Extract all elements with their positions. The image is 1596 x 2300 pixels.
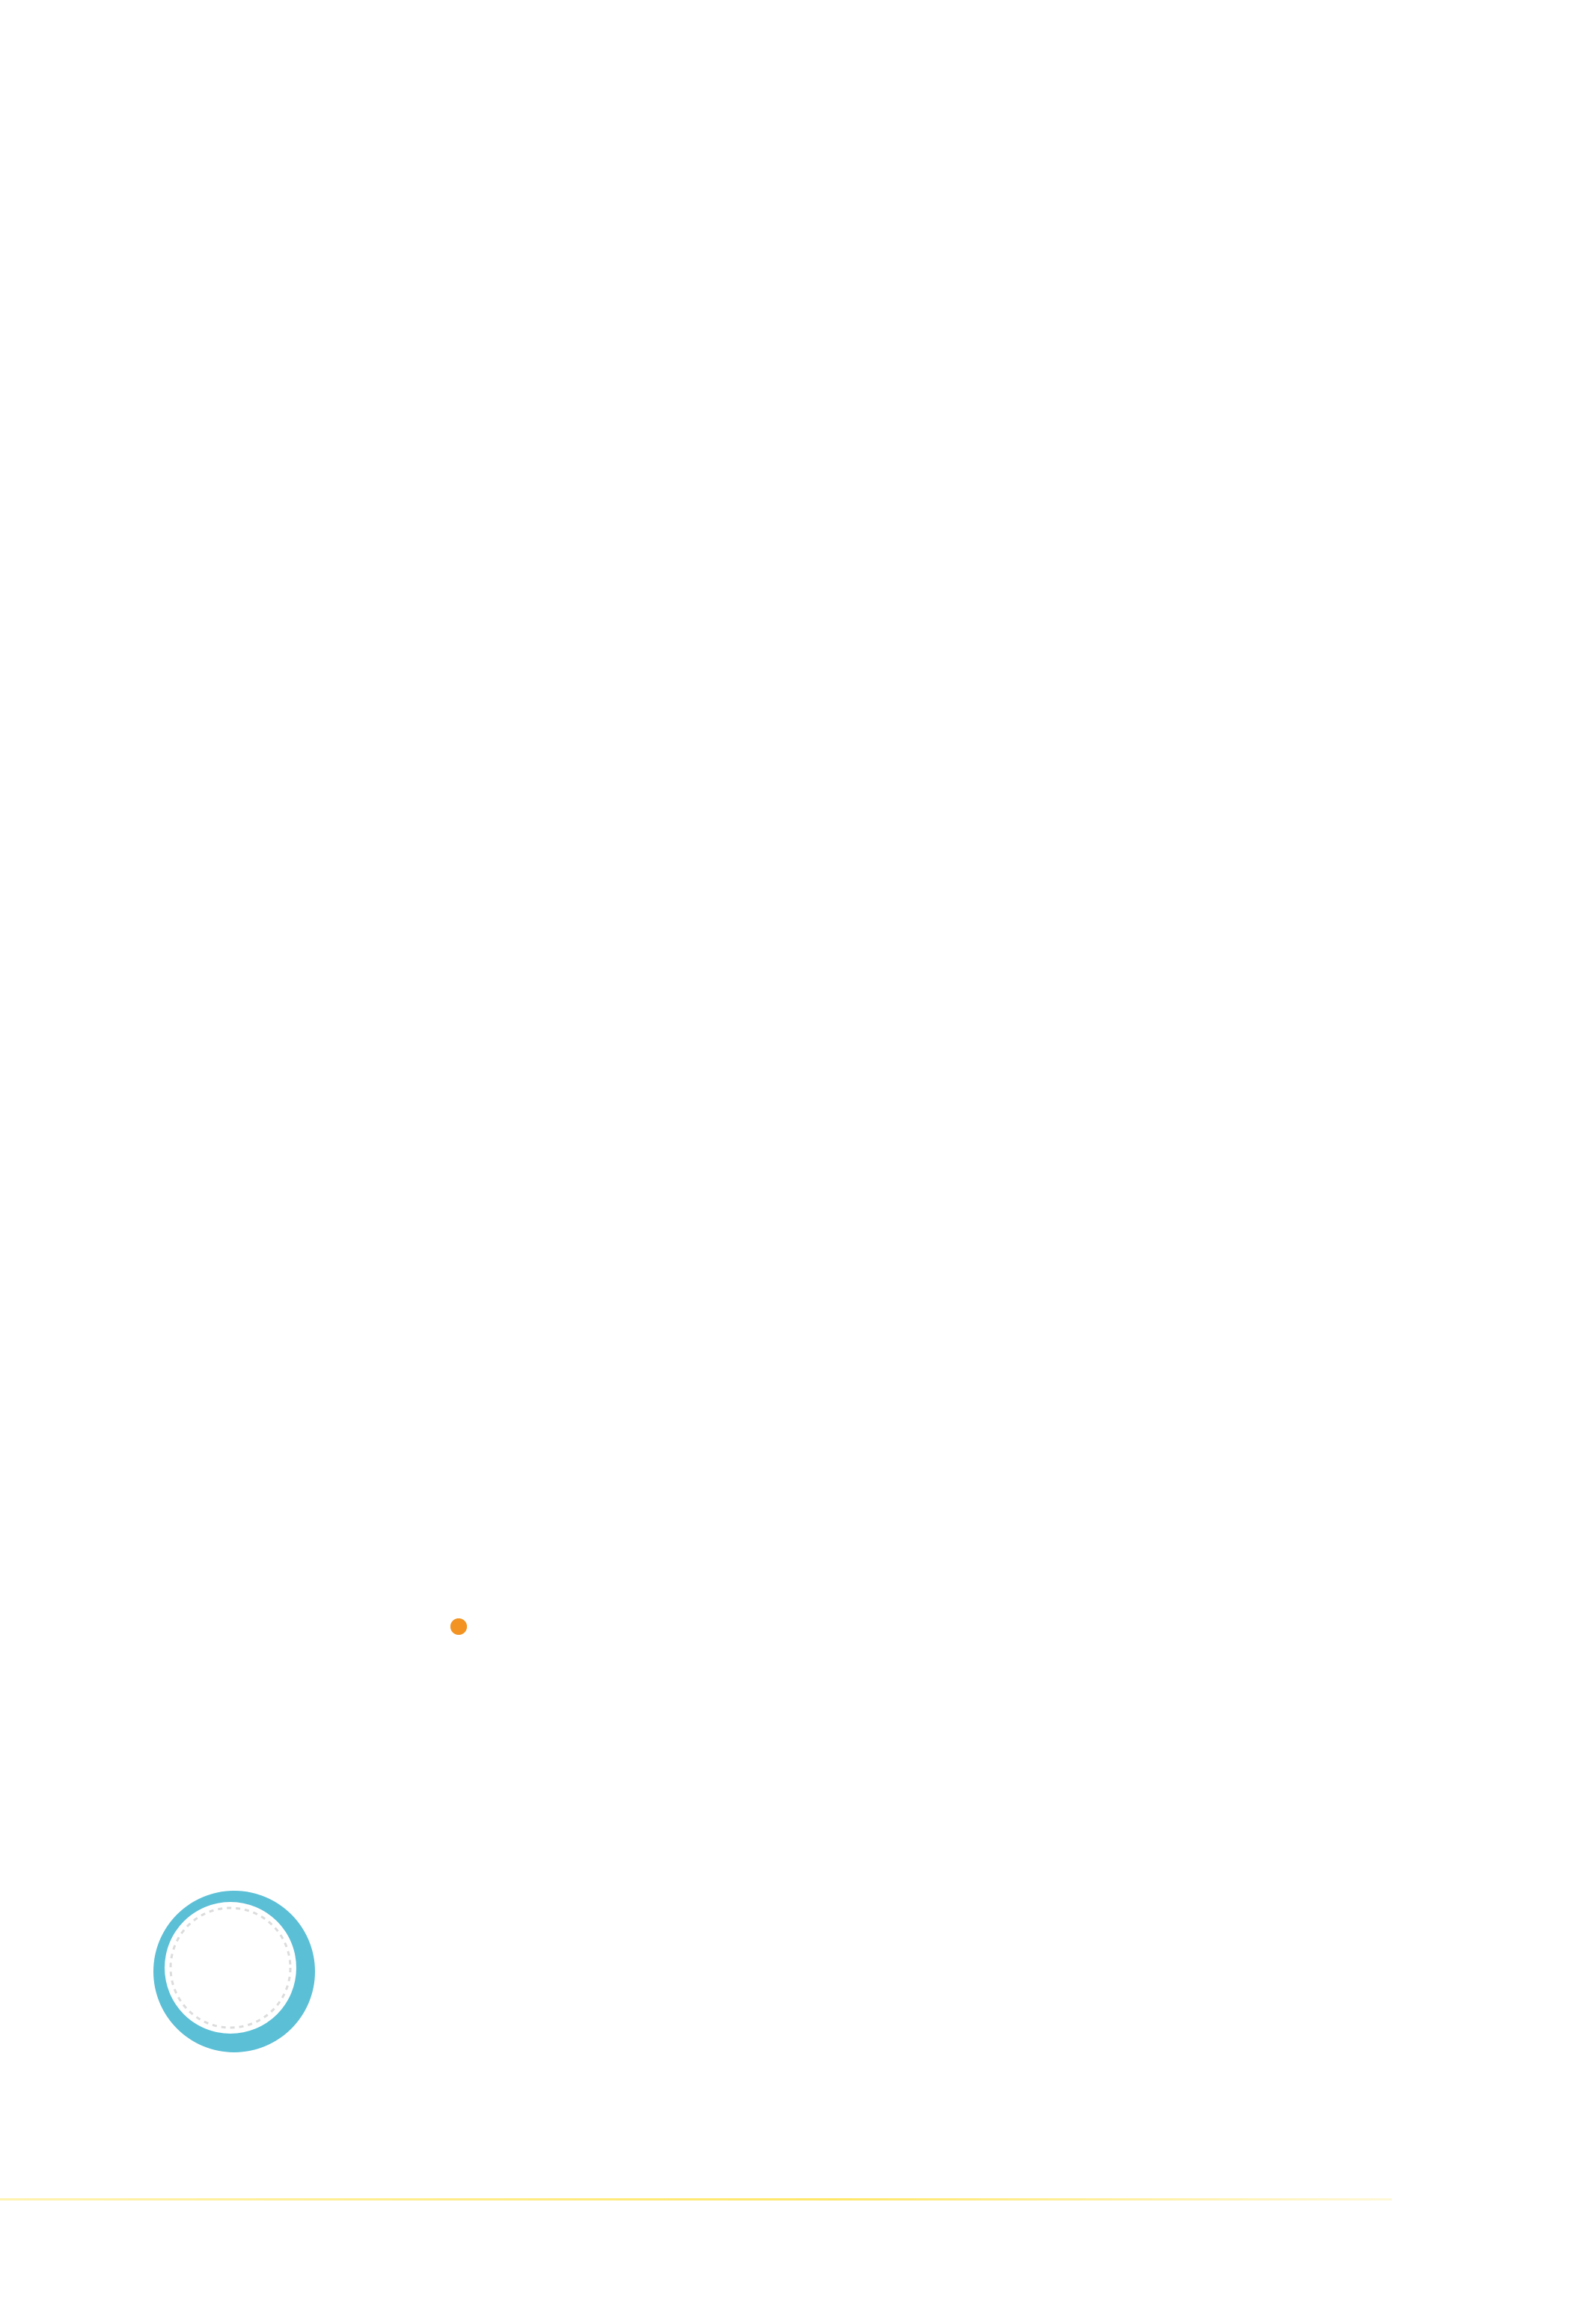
footer-rule xyxy=(0,2198,1392,2200)
task-list xyxy=(382,1605,1474,1608)
qr-code-icon[interactable] xyxy=(147,1615,349,1817)
life-wheel-diagram xyxy=(337,542,1279,1485)
question-mark-icon xyxy=(148,1885,320,2058)
bullet-dot-icon xyxy=(450,1618,467,1635)
